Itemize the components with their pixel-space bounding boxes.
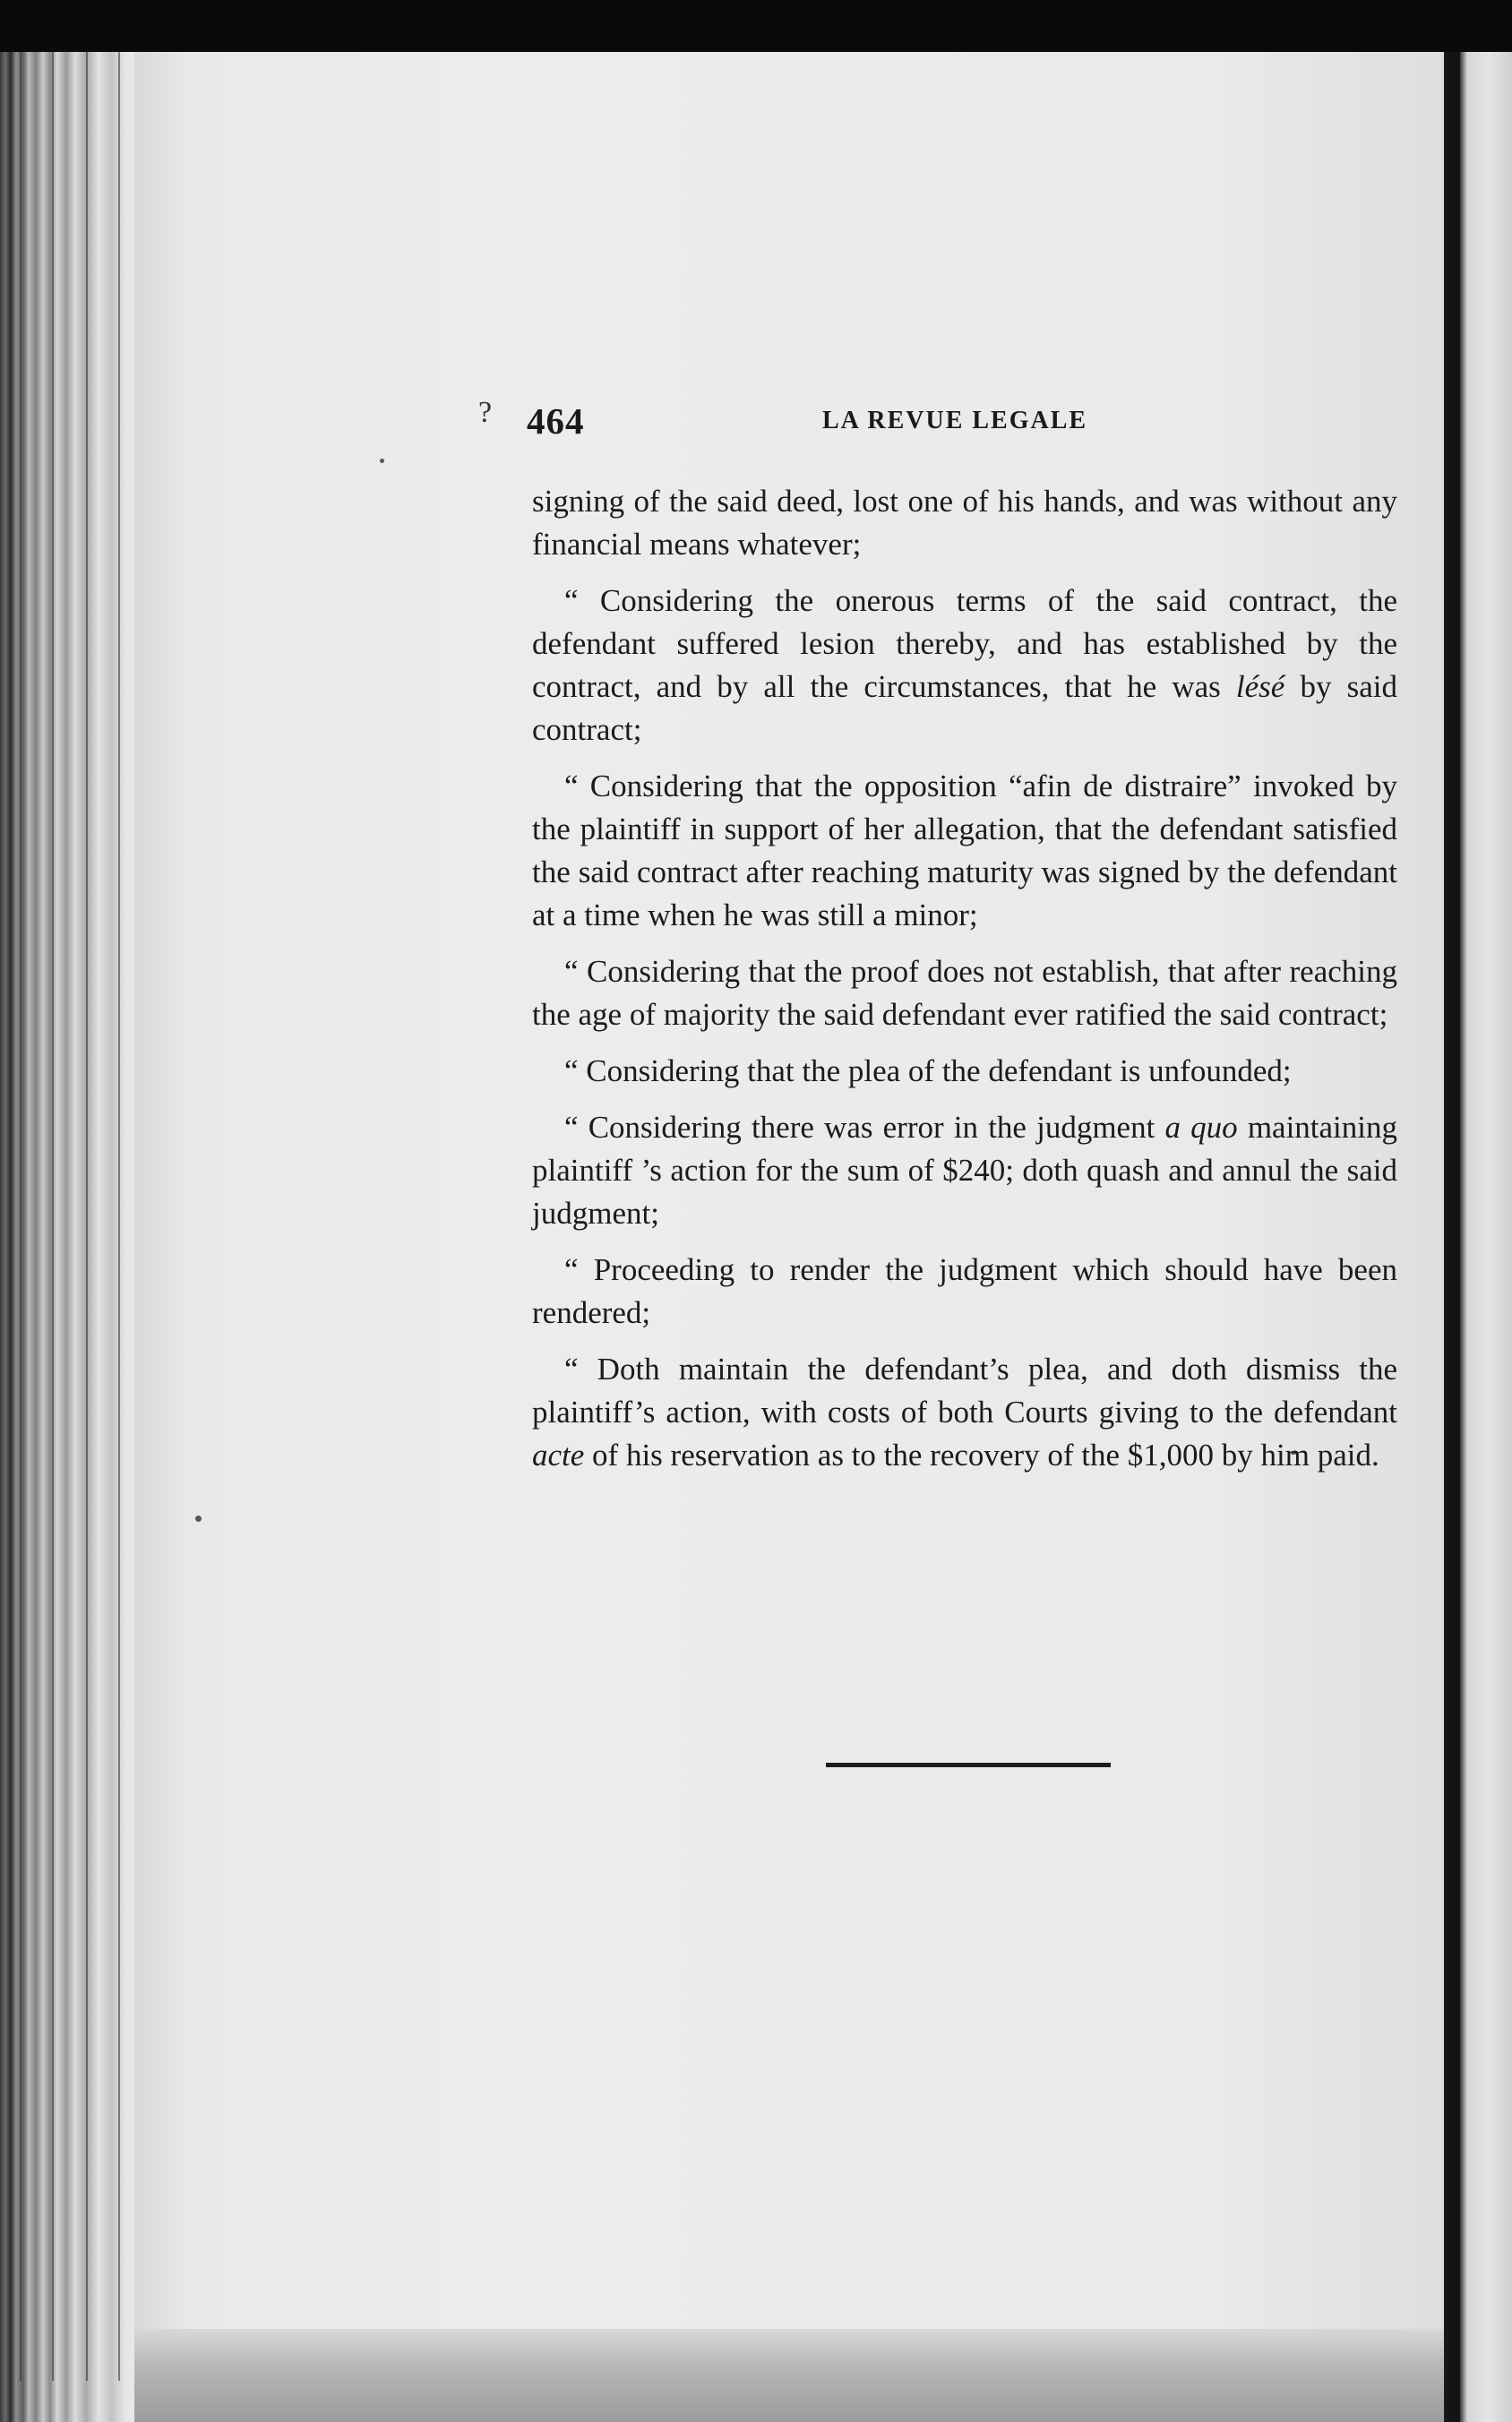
paragraph [532,950,1397,1036]
paragraph-italic: lésé [1235,669,1285,704]
paragraph [532,1348,1397,1477]
paragraph-text: “ Doth maintain the defendant’s plea, and doth dismiss the plaintiff’s action, with costs of both Courts giving to the defendant [532,1352,1397,1430]
paragraph-italic: acte [532,1438,585,1473]
paragraph-text: of his reservation as to the recovery of the $1,000 by him paid. [584,1438,1379,1473]
paragraph-text: “ Considering there was error in the judgment [564,1110,1165,1145]
paragraph [532,580,1397,752]
paragraph-text: “ Considering that the proof does not establish, that after reaching the age of majority the said defendant ever ratified the said contract; [532,954,1397,1032]
scan-speck [380,459,384,463]
paragraph-italic: a quo [1164,1110,1238,1145]
paragraph [532,765,1397,937]
body-text [532,480,1397,1490]
paragraph-text: “ Considering that the opposition “afin de distraire” invoked by the plaintiff in support of her allegation, that the defendant satisfied the said contract after reaching maturity was signed by the defendant at a time when he was still a minor; [532,769,1397,932]
paragraph [532,480,1397,566]
page-header [0,394,1512,448]
margin-mark: ? [478,396,493,429]
page-bottom-shadow [134,2329,1449,2422]
paragraph [532,1249,1397,1335]
paragraph-text: maintaining plaintiff ’s action for the sum of $240; doth quash and annul the said judgment; [532,1110,1398,1231]
paragraph-text: “ Considering the onerous terms of the said contract, the defendant suffered lesion thereby, and has established by the contract, and by all the circumstances, that he was [532,583,1397,704]
section-end-rule [826,1763,1111,1767]
paragraph-text: “ Proceeding to render the judgment which should have been rendered; [532,1252,1397,1330]
paragraph-text: by said contract; [532,669,1397,747]
scan-top-border [0,0,1512,52]
paragraph [532,1106,1397,1235]
paragraph-text: “ Considering that the plea of the defendant is unfounded; [564,1053,1292,1088]
paragraph-text: signing of the said deed, lost one of his hands, and was without any financial means whatever; [532,484,1397,562]
paragraph [532,1050,1397,1093]
scan-speck [195,1516,202,1522]
running-head: LA REVUE LEGALE [822,407,1088,434]
page-number: 464 [527,400,585,442]
